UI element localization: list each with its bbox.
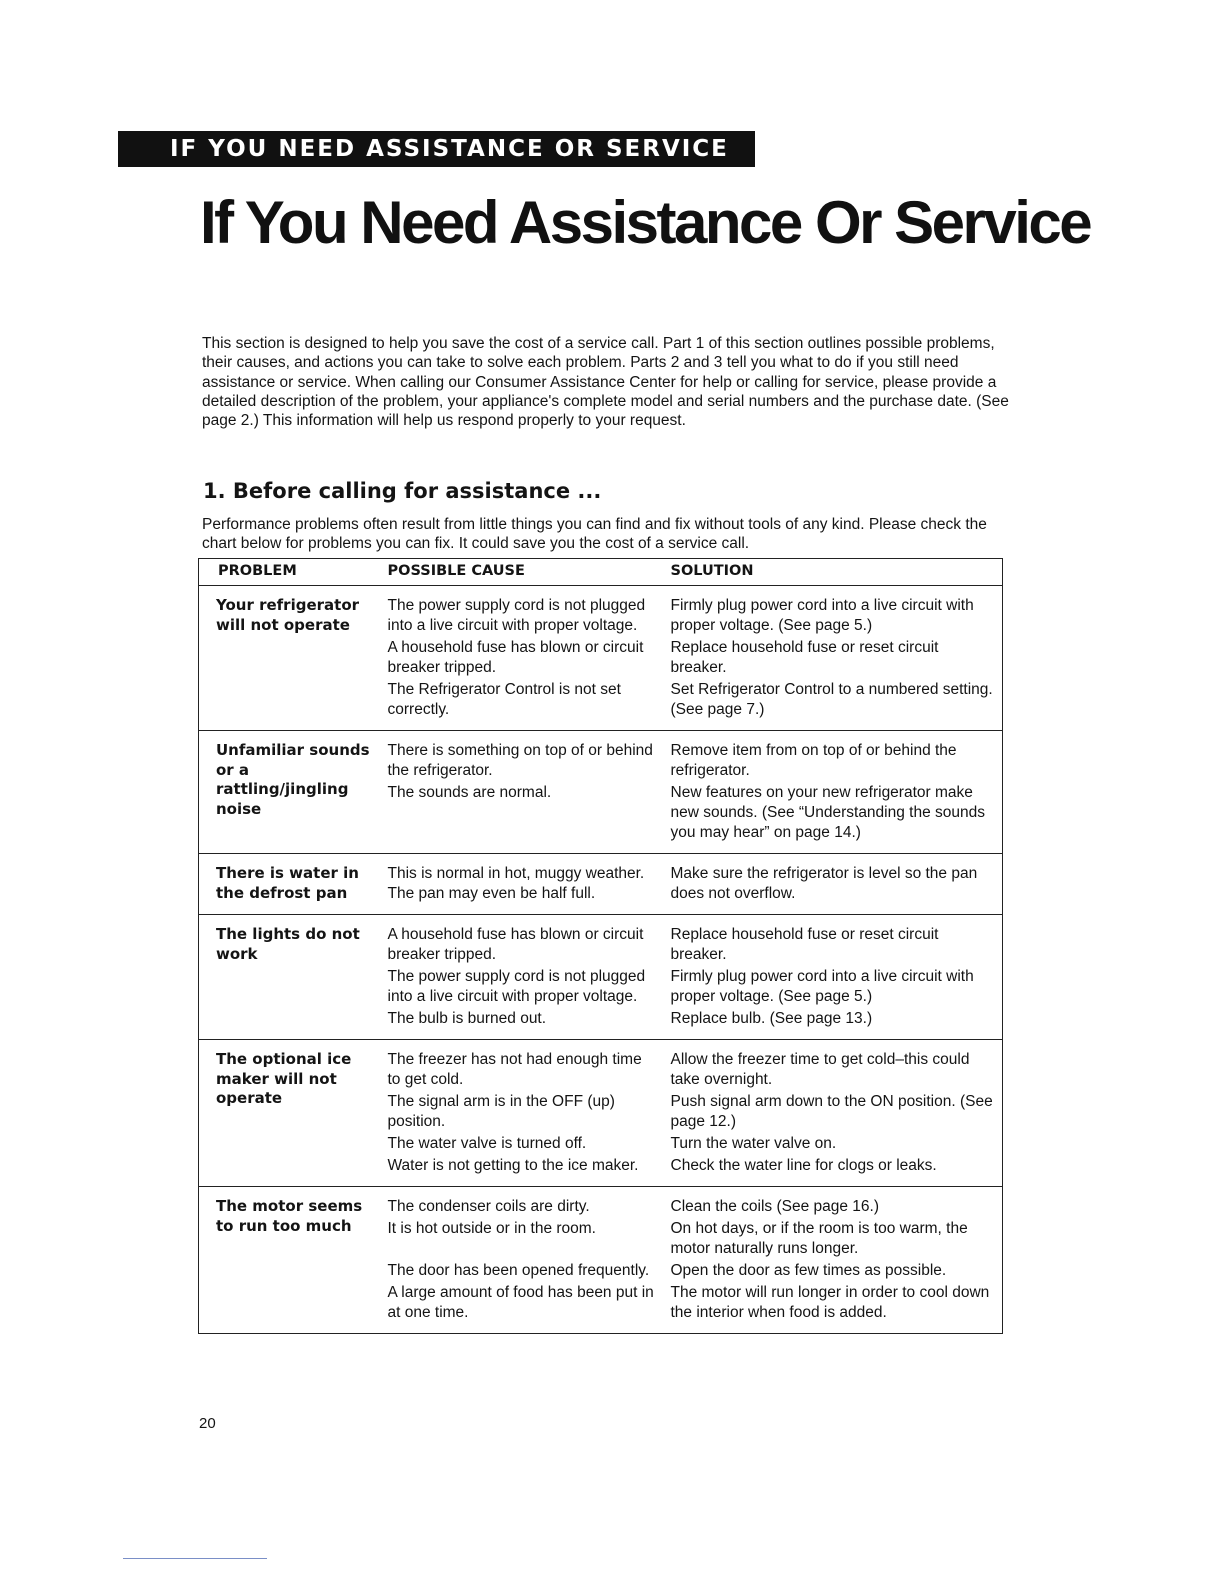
solution-cell <box>663 731 1003 854</box>
solution-text: The motor will run longer in order to cool down the interior when food is added. <box>670 1284 990 1321</box>
cause-text: A household fuse has blown or circuit breaker tripped. <box>387 639 644 676</box>
solution-text: Replace bulb. (See page 13.) <box>670 1010 873 1027</box>
solution-text: Replace household fuse or reset circuit breaker. <box>670 639 939 676</box>
solution-text: Set Refrigerator Control to a numbered setting. (See page 7.) <box>670 681 993 718</box>
cause-text: The door has been opened frequently. <box>387 1262 650 1279</box>
problem-cell: The lights do not work <box>199 915 380 1040</box>
table-row <box>199 1187 1003 1334</box>
solution-text: Clean the coils (See page 16.) <box>670 1198 880 1215</box>
cause-text: It is hot outside or in the room. <box>387 1220 596 1237</box>
problem-cell: The optional ice maker will not operate <box>199 1040 380 1187</box>
solution-text: Firmly plug power cord into a live circuit with proper voltage. (See page 5.) <box>670 597 974 634</box>
solution-text: Push signal arm down to the ON position. (See page 12.) <box>670 1093 993 1130</box>
problem-cell: Unfamiliar sounds or a rattling/jingling noise <box>199 731 380 854</box>
solution-cell <box>663 1187 1003 1334</box>
solution-text: Check the water line for clogs or leaks. <box>670 1157 937 1174</box>
cause-cell <box>380 586 663 731</box>
cause-text: The condenser coils are dirty. <box>387 1198 590 1215</box>
cause-text: The water valve is turned off. <box>387 1135 587 1152</box>
table-row <box>199 854 1003 915</box>
cause-text: There is something on top of or behind the refrigerator. <box>387 742 653 779</box>
solution-text: Remove item from on top of or behind the refrigerator. <box>670 742 957 779</box>
cause-text: The signal arm is in the OFF (up) position. <box>387 1093 615 1130</box>
problem-cell: There is water in the defrost pan <box>199 854 380 915</box>
troubleshooting-table <box>198 558 1003 1334</box>
table-row <box>199 1040 1003 1187</box>
cause-text: The freezer has not had enough time to get cold. <box>387 1051 642 1088</box>
header-possible-cause: POSSIBLE CAUSE <box>380 559 663 586</box>
cause-text: The power supply cord is not plugged into a live circuit with proper voltage. <box>387 968 646 1005</box>
solution-text: On hot days, or if the room is too warm, the motor naturally runs longer. <box>670 1220 968 1257</box>
header-problem: PROBLEM <box>199 559 380 586</box>
cause-cell <box>380 854 663 915</box>
lead-paragraph: Performance problems often result from little things you can find and fix without tools of any kind. Please check the chart below for problems you can fix. It could save you the cost of a service call. <box>202 516 987 553</box>
cause-text: The sounds are normal. <box>387 784 552 801</box>
cause-cell <box>380 731 663 854</box>
cause-cell <box>380 1040 663 1187</box>
header-solution: SOLUTION <box>663 559 1003 586</box>
cause-text: The bulb is burned out. <box>387 1010 547 1027</box>
table-row <box>199 915 1003 1040</box>
table-row <box>199 731 1003 854</box>
solution-text: Firmly plug power cord into a live circuit with proper voltage. (See page 5.) <box>670 968 974 1005</box>
table-header-row <box>199 559 1003 586</box>
problem-cell: The motor seems to run too much <box>199 1187 380 1334</box>
cause-text: The power supply cord is not plugged into a live circuit with proper voltage. <box>387 597 646 634</box>
intro-paragraph: This section is designed to help you save the cost of a service call. Part 1 of this section outlines possible problems, their causes, and actions you can take to solve each problem. Parts 2 and 3 tell you what to do if you still need assistance or service. When calling our Consumer Assistance Center for help or calling for service, please provide a detailed description of the problem, your appliance's complete model and serial numbers and the purchase date. (See page 2.) This information will help us respond properly to your request. <box>202 335 1009 430</box>
page-title: If You Need Assistance Or Service <box>200 189 1091 256</box>
problem-cell: Your refrigerator will not operate <box>199 586 380 731</box>
table-body <box>199 586 1003 1334</box>
table-row <box>199 586 1003 731</box>
solution-text: Replace household fuse or reset circuit breaker. <box>670 926 939 963</box>
solution-text: Turn the water valve on. <box>670 1135 837 1152</box>
section-banner: IF YOU NEED ASSISTANCE OR SERVICE <box>118 131 755 167</box>
solution-text: Open the door as few times as possible. <box>670 1262 947 1279</box>
section-heading: 1. Before calling for assistance ... <box>203 479 602 503</box>
cause-text: Water is not getting to the ice maker. <box>387 1157 639 1174</box>
cause-text: This is normal in hot, muggy weather. The pan may even be half full. <box>387 865 645 902</box>
solution-text: New features on your new refrigerator make new sounds. (See “Understanding the sounds you may hear” on page 14.) <box>670 784 986 841</box>
solution-text: Make sure the refrigerator is level so the pan does not overflow. <box>670 865 978 902</box>
cause-text: A household fuse has blown or circuit breaker tripped. <box>387 926 644 963</box>
solution-cell <box>663 1040 1003 1187</box>
page-number: 20 <box>199 1415 216 1432</box>
cause-cell <box>380 1187 663 1334</box>
solution-cell <box>663 915 1003 1040</box>
cause-text: A large amount of food has been put in at one time. <box>387 1284 654 1321</box>
cause-text: The Refrigerator Control is not set correctly. <box>387 681 621 718</box>
cause-cell <box>380 915 663 1040</box>
solution-cell <box>663 586 1003 731</box>
solution-text: Allow the freezer time to get cold–this could take overnight. <box>670 1051 970 1088</box>
solution-cell <box>663 854 1003 915</box>
footer-rule <box>123 1558 267 1559</box>
